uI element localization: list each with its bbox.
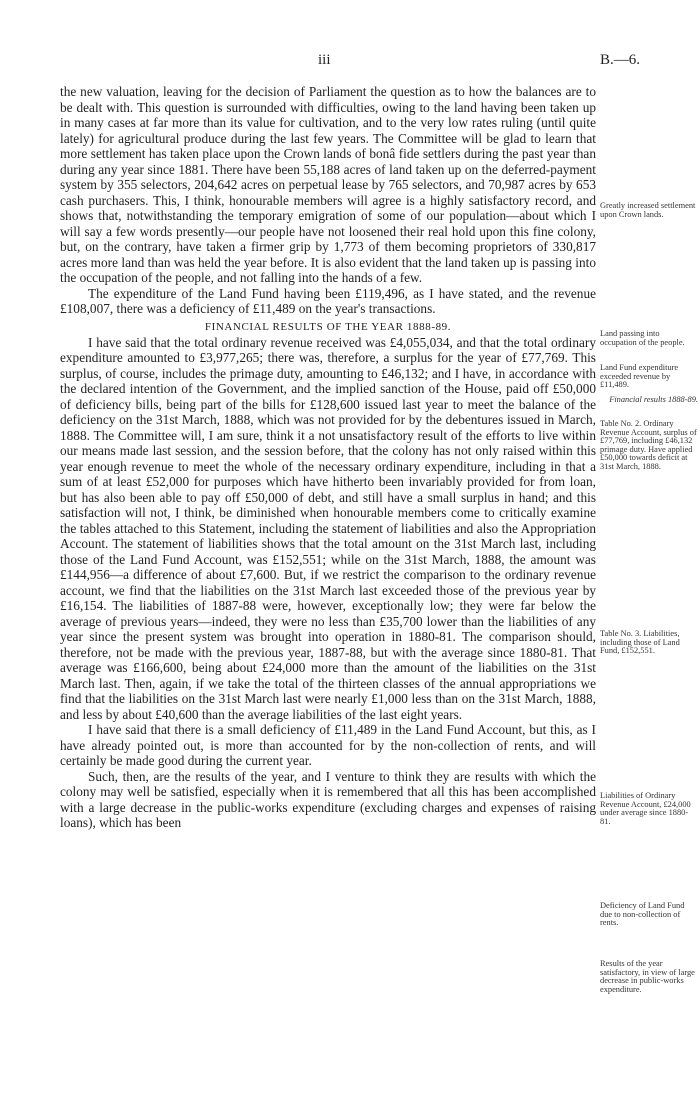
paragraph-land-fund: The expenditure of the Land Fund having been £119,496, as I have stated, and the revenue £108,007, there was a deficiency of £11,489 on the year's transactions. [60,285,596,316]
margin-note-deficiency: Deficiency of Land Fund due to non-collection of rents. [600,901,685,928]
page-header [0,52,700,72]
margin-note-financial-results: Financial results 1888-89. [609,395,698,404]
margin-note-settlement: Greatly increased settlement upon Crown lands. [600,201,696,219]
margin-note-results: Results of the year satisfactory, in view of large decrease in public-works expenditure. [600,959,695,994]
document-reference: B.—6. [600,52,641,68]
paragraph-land-settlement: the new valuation, leaving for the decision of Parliament the question as to how the balances are to be dealt with. This question is surrounded with difficulties, owing to the land having been taken up in many cases at far more than its value for cultivation, and to the very low rates ruling (until quite lately) for agricultural produce during the last few years. The Committee will be glad to learn that more settlement has taken place upon the Crown lands of bonâ fide settlers during the past year than during any year since 1881. There have been 55,188 acres of land taken up on the deferred-payment system by 355 selectors, 204,642 acres on perpetual lease by 765 selectors, and 70,987 acres by 653 cash purchasers. This, I think, honourable members will agree is a highly satisfactory record, and shows that, notwithstanding the temporary emigration of some of our population—about which I will say a few words presently—our people have not loosened their real hold upon this fine colony, but, on the contrary, have taken a firmer grip by 1,773 of them becoming proprietors of 330,817 acres more land than was held the year before. It is also evident that the land taken up is passing into the occupation of the people, and not falling into the hands of a few. [60,84,596,285]
margin-note-land-occupation: Land passing into occupation of the people. [600,329,685,347]
margin-note-land-fund: Land Fund expenditure exceeded revenue by £11,489. [600,363,679,390]
paragraph-land-fund-deficiency: I have said that there is a small deficiency of £11,489 in the Land Fund Account, but this, as I have already pointed out, is more than accounted for by the non-collection of rents, and will certainly be made good during the current year. [60,722,596,768]
margin-note-liabilities: Liabilities of Ordinary Revenue Account, £24,000 under average since 1880-81. [600,791,691,826]
paragraph-results-of-year: Such, then, are the results of the year, and I venture to think they are results with which the colony may well be satisfied, especially when it is remembered that all this has been accomplished with a large decrease in the public-works expenditure (excluding charges and expenses of raising loans), which has been [60,768,596,830]
margin-note-table-2: Table No. 2. Ordinary Revenue Account, surplus of £77,769, including £46,132 primage duty. Have applied £50,000 towards deficit at 31st March, 1888. [600,419,697,471]
main-text [60,84,596,831]
margin-note-table-3: Table No. 3. Liabilities, including those of Land Fund, £152,551. [600,629,680,656]
paragraph-financial-results: I have said that the total ordinary revenue received was £4,055,034, and that the total ordinary expenditure amounted to £3,977,265; there was, therefore, a surplus for the year of £77,769. This surplus, of course, includes the primage duty, amounting to £46,132; and I have, in accordance with the declared intention of the Government, and the implied sanction of the House, paid off £50,000 of deficiency bills, being part of the bills for £128,600 issued last year to meet the balance of the deficiency on the 31st March, 1888, which was not provided for by the debentures issued in March, 1888. The Committee will, I am sure, think it a not unsatisfactory result of the efforts to live within our means made last session, and the session before, that the colony has not only raised within this year enough revenue to meet the whole of the necessary ordinary expenditure, including in that a sum of at least £52,000 for purposes which have hitherto been invariably provided for from loan, but has also been able to pay off £50,000 of debt, and still have a small surplus in hand; and this satisfaction will not, I think, be diminished when honourable members come to critically examine the tables attached to this Statement, including the statement of liabilities and also the Appropriation Account. The statement of liabilities shows that the total amount on the 31st March last, including those of the Land Fund Account, was £152,551; while on the 31st March, 1888, the amount was £144,956—a difference of about £7,600. But, if we restrict the comparison to the ordinary revenue account, we find that the liabilities on the 31st March last exceeded those of the previous year by £16,154. The liabilities of 1887-88 were, however, exceptionally low; they were far below the average of previous years—indeed, they were no less than £35,700 lower than the liabilities of any year since the present system was brought into operation in 1880-81. The comparison should, therefore, not be made with the previous year, 1887-88, but with the average since 1880-81. That average was £166,600, being about £24,000 more than the amount of the liabilities on the 31st March last. Then, again, if we take the total of the thirteen classes of the annual appropriations we find that the liabilities on the 31st March last were nearly £1,000 less than on the 31st March, 1888, and less by about £40,600 than the average liabilities of the last eight years. [60,334,596,722]
section-heading: FINANCIAL RESULTS OF THE YEAR 1888-89. [204,320,452,333]
page-number: iii [318,52,331,68]
